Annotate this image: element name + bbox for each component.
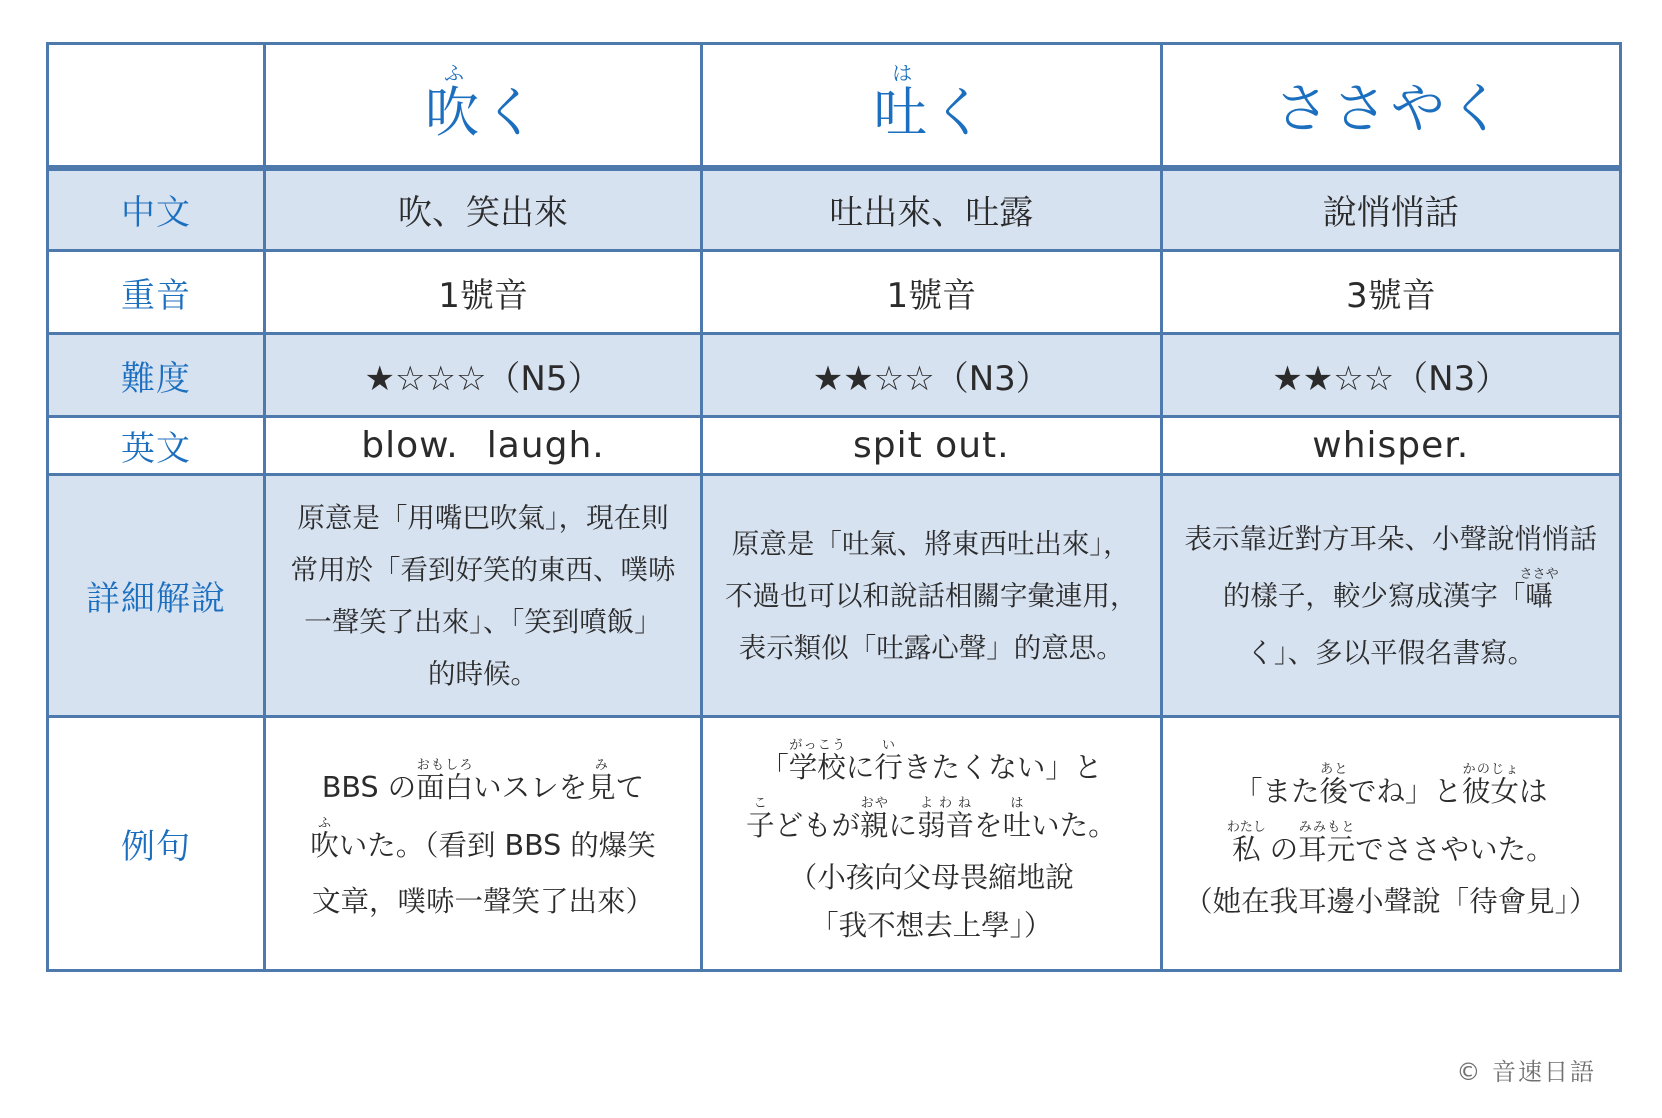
example-sasayaku-line2: 私わたし の耳元みみもとでささやいた。 [1226, 819, 1555, 866]
row-label-english: 英文 [48, 417, 265, 475]
detail-sasayaku-line: 的樣子，較少寫成漢字「囁ささや [1222, 566, 1559, 612]
verb-fuku: 吹ふく [425, 61, 541, 145]
example-row [48, 717, 1621, 971]
english-fuku [264, 417, 701, 475]
english-fuku-2: laugh. [486, 425, 605, 466]
verb-sasayaku: ささやく [1274, 77, 1507, 141]
verb-haku: 吐はく [873, 61, 990, 145]
detail-sasayaku-line: 表示靠近對方耳朵、小聲說悄悄話 [1184, 522, 1597, 555]
accent-sasayaku: 3號音 [1161, 251, 1620, 334]
accent-row [48, 251, 1621, 334]
detail-haku-line: 原意是「吐氣、將東西吐出來」， [731, 527, 1131, 560]
example-fuku [264, 717, 701, 971]
verb-header-fuku [264, 44, 701, 168]
detail-fuku-line: 的時候。 [428, 657, 538, 690]
row-label-chinese: 中文 [48, 168, 265, 251]
example-sasayaku [1161, 717, 1620, 971]
example-sasayaku-line1: 「また後あとでね」と彼女かのじょは [1233, 761, 1548, 808]
detail-haku-line: 表示類似「吐露心聲」的意思。 [738, 631, 1124, 664]
english-haku: spit out. [702, 417, 1161, 475]
difficulty-sasayaku: ★★☆☆（N3） [1161, 334, 1620, 417]
chinese-meaning-fuku: 吹、笑出來 [264, 168, 701, 251]
detail-row [48, 475, 1621, 717]
detail-fuku [264, 475, 701, 717]
accent-haku: 1號音 [702, 251, 1161, 334]
detail-haku-line: 不過也可以和說話相關字彙連用， [725, 579, 1138, 612]
vocab-comparison-table [46, 42, 1622, 972]
detail-fuku-line: 一聲笑了出來」、「笑到噴飯」 [304, 605, 662, 638]
detail-fuku-line: 原意是「用嘴巴吹氣」，現在則 [297, 501, 669, 534]
header-row [48, 44, 1621, 168]
english-row [48, 417, 1621, 475]
english-fuku-1: blow. [361, 425, 459, 466]
example-fuku-line2: 吹ふいた。（看到 BBS 的爆笑 [310, 815, 656, 862]
difficulty-row [48, 334, 1621, 417]
example-haku-line2: 子こどもが親おやに弱音よわねを吐はいた。 [745, 795, 1117, 842]
example-fuku-line1: BBS の面白おもしろいスレを見みて [321, 757, 645, 804]
difficulty-fuku: ★☆☆☆（N5） [264, 334, 701, 417]
chinese-row [48, 168, 1621, 251]
example-haku [702, 717, 1161, 971]
english-sasayaku: whisper. [1161, 417, 1620, 475]
example-fuku-line3: 文章，噗哧一聲笑了出來） [312, 884, 655, 918]
corner-cell [48, 44, 265, 168]
detail-fuku-line: 常用於「看到好笑的東西、噗哧 [290, 553, 676, 586]
accent-fuku: 1號音 [264, 251, 701, 334]
example-haku-line3: （小孩向父母畏縮地說 [788, 860, 1074, 894]
row-label-accent: 重音 [48, 251, 265, 334]
example-haku-line1: 「学校がっこうに行いきたくない」と [760, 737, 1103, 784]
row-label-difficulty: 難度 [48, 334, 265, 417]
row-label-detail: 詳細解說 [48, 475, 265, 717]
chinese-meaning-haku: 吐出來、吐露 [702, 168, 1161, 251]
row-label-example: 例句 [48, 717, 265, 971]
verb-header-haku [702, 44, 1161, 168]
copyright-notice: © 音速日語 [1456, 1058, 1596, 1086]
verb-header-sasayaku [1161, 44, 1620, 168]
detail-sasayaku-line: く」、多以平假名書寫。 [1246, 636, 1536, 669]
detail-sasayaku [1161, 475, 1620, 717]
example-haku-line4: 「我不想去上學」） [810, 908, 1053, 942]
example-sasayaku-line3: （她在我耳邊小聲說「待會見」） [1184, 884, 1598, 918]
difficulty-haku: ★★☆☆（N3） [702, 334, 1161, 417]
chinese-meaning-sasayaku: 說悄悄話 [1161, 168, 1620, 251]
detail-haku [702, 475, 1161, 717]
